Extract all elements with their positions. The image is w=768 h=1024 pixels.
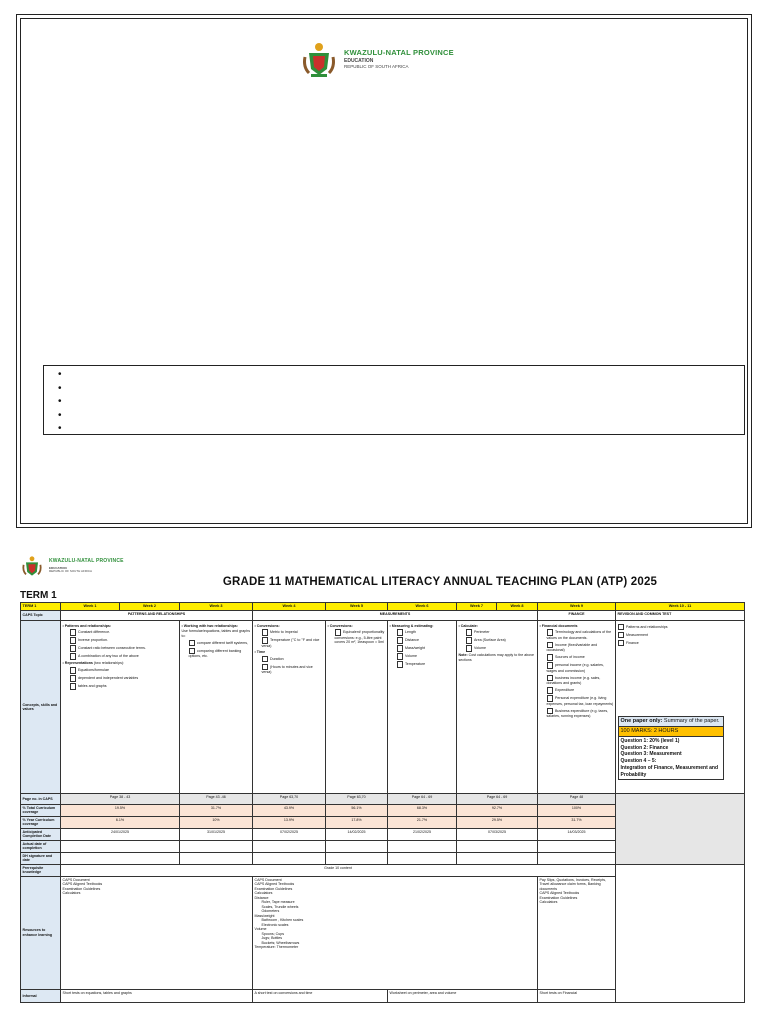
header-term: TERM 1: [21, 603, 61, 611]
checklist-item: Patterns and relationships: [618, 624, 743, 631]
header-week-4: Week 4: [253, 603, 326, 611]
table-cell: 14/02/2025: [326, 828, 388, 840]
table-cell: [538, 840, 616, 852]
bullet-box: [43, 365, 745, 435]
dh-signature-label: DH signature and date: [21, 852, 61, 864]
checkbox-icon: [397, 645, 404, 652]
checkbox-icon: [618, 632, 625, 639]
checklist-item: Volume: [459, 645, 536, 652]
table-cell: 07/02/2025: [253, 828, 326, 840]
table-cell: [616, 794, 745, 865]
resources-label: Resources to enhance learning: [21, 876, 61, 989]
header-logo-title: KWAZULU-NATAL PROVINCE: [49, 557, 124, 564]
checklist-item: Finance: [618, 640, 743, 647]
resources-patterns: CAPS Document CAPS Aligned Textbooks Examination Guidelines Calculators: [61, 876, 253, 989]
anticipated-date-label: Anticipated Completion Date: [21, 828, 61, 840]
checkbox-icon: [70, 653, 77, 660]
table-cell: 43.9%: [253, 805, 326, 817]
bullet-item: [58, 368, 744, 382]
checklist-item: tables and graphs: [63, 683, 178, 690]
header-week-3: Week 3: [180, 603, 253, 611]
resources-finance: Pay Slips, Quotations, Invoices, Receipts, Travel allowance claim forms, Banking documents CAPS Aligned Textbooks Examination Guidelines Calculators: [538, 876, 616, 989]
prerequisite-value: Grade 10 content: [61, 864, 616, 876]
checklist-item: A combination of any two of the above: [63, 653, 178, 660]
header-logo-subtitle-2: REPUBLIC OF SOUTH AFRICA: [49, 569, 93, 574]
coat-of-arms-icon: [20, 554, 44, 578]
checkbox-icon: [547, 654, 554, 661]
table-cell: [457, 852, 538, 864]
table-cell: Short tests on equations, tables and graphs: [61, 989, 253, 1002]
caps-page-label: Page no. in CAPS: [21, 794, 61, 805]
table-cell: 31.7%: [180, 805, 253, 817]
checklist-item: Temperature: [390, 661, 455, 668]
concepts-week-9: [538, 621, 616, 794]
coat-of-arms-icon: [299, 39, 339, 79]
checkbox-icon: [262, 629, 269, 636]
table-cell: 07/03/2025: [457, 828, 538, 840]
table-cell: [388, 840, 457, 852]
checkbox-icon: [466, 629, 473, 636]
header-week-10-11: Week 10 - 11: [616, 603, 745, 611]
total-coverage-label: % Total Curriculum coverage: [21, 805, 61, 817]
year-coverage-label: % Year Curriculum coverage: [21, 816, 61, 828]
table-cell: 92.7%: [457, 805, 538, 817]
topic-patterns: PATTERNS AND RELATIONSHIPS: [61, 611, 253, 621]
table-cell: 21.7%: [388, 816, 457, 828]
checkbox-icon: [397, 637, 404, 644]
checkbox-icon: [70, 645, 77, 652]
checklist-item: dependent and independent variables: [63, 675, 178, 682]
bullet-item: [58, 409, 744, 423]
paper-summary-heading: One paper only: Summary of the paper.: [619, 717, 723, 726]
concepts-week-6: [388, 621, 457, 794]
table-cell: 56.1%: [326, 805, 388, 817]
table-cell: 17.8%: [326, 816, 388, 828]
table-cell: [180, 852, 253, 864]
checklist-item: Constant difference.: [63, 629, 178, 636]
header-week-7: Week 7: [457, 603, 497, 611]
paper-questions: Question 1: 20% (level 1) Question 2: Finance Question 3: Measurement Question 4 – 5: Integration of Finance, Measurement and Probability: [620, 737, 719, 778]
checkbox-icon: [70, 667, 77, 674]
table-cell: [616, 864, 745, 1002]
table-cell: Page 43 -46: [180, 794, 253, 805]
checklist-item: personal income (e.g. salaries, wages and commission): [546, 663, 604, 673]
concepts-heading: • Working with two relationships:: [182, 624, 251, 628]
concepts-heading: • Measuring & estimating:: [390, 624, 455, 628]
table-header-row: [21, 603, 745, 611]
table-cell: 13.9%: [253, 816, 326, 828]
term-label: TERM 1: [20, 590, 57, 601]
bullet-item: [58, 382, 744, 396]
checklist-item: Equations/formulae: [63, 667, 178, 674]
bullet-list: [58, 368, 744, 436]
concepts-heading: • Representations (two relationships):: [63, 661, 178, 665]
header-week-5: Week 5: [326, 603, 388, 611]
resources-measurement: CAPS Document CAPS Aligned Textbooks Examination Guidelines Calculators Distance Ruler, Tape measure Scales, Trundle wheels Odometers Mass/weight Bathroom , Kitchen scales Electronic scales Volume Spoons; Cups Jugs; Bottles Buckets; Wheelbarrows Temperature: Thermometer: [253, 876, 538, 989]
table-cell: 100%: [538, 805, 616, 817]
table-cell: 31.7%: [538, 816, 616, 828]
topic-measurements: MEASUREMENTS: [253, 611, 538, 621]
table-cell: [388, 852, 457, 864]
table-cell: 14/03/2025: [538, 828, 616, 840]
topic-finance: FINANCE: [538, 611, 616, 621]
kzn-logo: [299, 39, 454, 79]
table-cell: 21/02/2025: [388, 828, 457, 840]
checkbox-icon: [547, 687, 554, 694]
header-week-8: Week 8: [497, 603, 538, 611]
checklist-item: Income (fixed/variable and occasional): [546, 643, 598, 653]
checklist-item: Measurement: [618, 632, 743, 639]
table-cell: A short test on conversions and time: [253, 989, 388, 1002]
bullet-item: [58, 395, 744, 409]
concepts-weeks-7-8: [457, 621, 538, 794]
table-cell: [180, 840, 253, 852]
table-cell: Short tests on Financial: [538, 989, 616, 1002]
table-cell: 10%: [180, 816, 253, 828]
checkbox-icon: [397, 629, 404, 636]
table-cell: [253, 852, 326, 864]
checklist-item: Metric to Imperial: [255, 629, 324, 636]
paper-summary-box: [618, 716, 724, 780]
table-cell: [457, 840, 538, 852]
caps-topic-row: [21, 611, 745, 621]
topic-revision: REVISION AND COMMON TEST: [616, 611, 745, 621]
cover-page: [16, 14, 752, 528]
checkbox-icon: [466, 645, 473, 652]
header-week-6: Week 6: [388, 603, 457, 611]
bullet-item: [58, 422, 744, 436]
concepts-label: Concepts, skills and values: [21, 621, 61, 794]
informal-label: Informal: [21, 989, 61, 1002]
concepts-weeks-1-2: [61, 621, 180, 794]
table-cell: Page 38 - 43: [61, 794, 180, 805]
checkbox-icon: [618, 624, 625, 631]
caps-page-row: [21, 794, 745, 805]
checklist-item: Duration: [255, 656, 324, 663]
header-logo-subtitle: EDUCATION: [49, 565, 67, 570]
checklist-item: Distance: [390, 637, 455, 644]
cover-inner-border: [20, 18, 748, 524]
concepts-heading: • Conversions:: [255, 624, 324, 628]
logo-subtitle-2: REPUBLIC OF SOUTH AFRICA: [344, 63, 409, 69]
checkbox-icon: [262, 656, 269, 663]
caps-topic-label: CAPS Topic: [21, 611, 61, 621]
logo-title: KWAZULU-NATAL PROVINCE: [344, 47, 454, 57]
actual-date-label: Actual date of completion: [21, 840, 61, 852]
table-cell: 68.3%: [388, 805, 457, 817]
checkbox-icon: [70, 675, 77, 682]
table-cell: Page 63,70: [326, 794, 388, 805]
prerequisite-label: Prerequisite knowledge: [21, 864, 61, 876]
checklist-item: Personal expenditure (e.g. living expenses, personal tax, loan repayments): [546, 696, 614, 706]
table-cell: Page 48: [538, 794, 616, 805]
concepts-week-5: [326, 621, 388, 794]
concepts-week-4: [253, 621, 326, 794]
table-cell: [61, 852, 180, 864]
checklist-item: compare different tariff systems,: [182, 640, 251, 647]
table-cell: 6.1%: [61, 816, 180, 828]
table-cell: 31/01/2025: [180, 828, 253, 840]
checklist-item: Mass/weight: [390, 645, 455, 652]
table-cell: [61, 840, 180, 852]
prerequisite-row: [21, 864, 745, 876]
table-cell: Page 64 - 69: [388, 794, 457, 805]
header-week-9: Week 9: [538, 603, 616, 611]
table-cell: [326, 852, 388, 864]
table-cell: [326, 840, 388, 852]
logo-subtitle: EDUCATION: [344, 58, 374, 65]
checkbox-icon: [466, 637, 473, 644]
concepts-week-3: [180, 621, 253, 794]
checklist-item: Equivalent/ proportionality conversions: e.g., 5-litre paint covers 20 m², 1teaspoon = 5ml: [334, 630, 385, 645]
checklist-item: Inverse proportion.: [63, 637, 178, 644]
checkbox-icon: [70, 683, 77, 690]
concepts-heading: • Calculate:: [459, 624, 536, 628]
header-week-1: Week 1: [61, 603, 120, 611]
checkbox-icon: [618, 640, 625, 647]
table-cell: 29.5%: [457, 816, 538, 828]
header-logo: [20, 554, 124, 578]
checklist-item: Length: [390, 629, 455, 636]
checklist-item: business income (e.g. sales, donations and grants): [546, 676, 601, 686]
checklist-item: comparing different banking options, etc.: [188, 649, 242, 659]
table-cell: 24/01/2025: [61, 828, 180, 840]
checkbox-icon: [397, 653, 404, 660]
document-title: GRADE 11 MATHEMATICAL LITERACY ANNUAL TEACHING PLAN (ATP) 2025: [222, 576, 658, 588]
checklist-item: Area (Surface Area): [459, 637, 536, 644]
checklist-item: Terminology and calculations of the values on the documents.: [546, 630, 612, 640]
concepts-row: [21, 621, 745, 794]
concepts-intro: Use formulae/equations, tables and graphs to:: [181, 629, 251, 638]
concepts-week-10-11: [616, 621, 745, 794]
atp-table: [20, 602, 745, 1003]
paper-marks: 100 MARKS: 2 HOURS: [619, 726, 723, 737]
table-cell: Page 64 - 69: [457, 794, 538, 805]
checkbox-icon: [70, 637, 77, 644]
concepts-note: Note: Cost calculations may apply to the above sections: [458, 653, 535, 662]
concepts-heading: • Financial documents: [540, 624, 614, 628]
checklist-item: Expenditure: [540, 687, 614, 694]
table-cell: Worksheet on perimeter, area and volume: [388, 989, 538, 1002]
checkbox-icon: [70, 629, 77, 636]
concepts-heading: • Patterns and relationships:: [63, 624, 178, 628]
checklist-item: Temperature (°C to °F and vice versa): [261, 638, 320, 648]
table-cell: [538, 852, 616, 864]
checklist-item: Perimeter: [459, 629, 536, 636]
checklist-item: Business expenditure (e.g. taxes, salaries, running expenses): [546, 709, 609, 719]
checklist-item: Volume: [390, 653, 455, 660]
checklist-item: (Hours to minutes and vice versa): [261, 665, 313, 675]
checkbox-icon: [397, 661, 404, 668]
table-cell: [253, 840, 326, 852]
concepts-heading: • Conversions:: [328, 624, 386, 628]
concepts-heading: • Time: [255, 650, 324, 654]
checklist-item: Sources of income: [540, 654, 614, 661]
checklist-item: Constant ratio between consecutive terms.: [63, 645, 178, 652]
checkbox-icon: [189, 640, 196, 647]
header-week-2: Week 2: [120, 603, 180, 611]
table-cell: 19.5%: [61, 805, 180, 817]
table-cell: Page 63,70: [253, 794, 326, 805]
